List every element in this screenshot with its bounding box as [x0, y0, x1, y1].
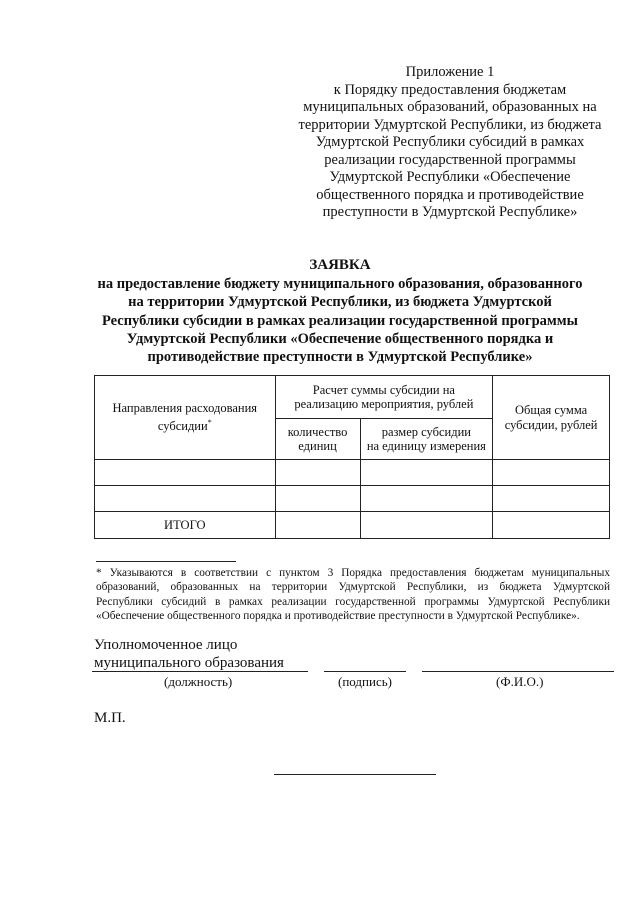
header-total-sum: Общая сумма субсидии, рублей: [493, 376, 610, 460]
table-cell: [360, 460, 493, 486]
subsidy-table: [94, 375, 610, 539]
position-line: [92, 671, 308, 672]
table-cell: [275, 486, 360, 512]
appendix-line: Удмуртской Республики субсидий в рамках: [315, 134, 585, 150]
table-row: [95, 460, 610, 486]
title-main: ЗАЯВКА: [309, 257, 371, 273]
table-row: [95, 486, 610, 512]
appendix-line: преступности в Удмуртской Республике»: [322, 204, 578, 220]
fio-caption: (Ф.И.О.): [496, 674, 544, 689]
table-header-row: [95, 376, 610, 419]
bottom-divider: [274, 774, 436, 775]
footnote: [96, 566, 610, 623]
table-cell: [275, 460, 360, 486]
appendix-line: Приложение 1: [405, 64, 495, 80]
appendix-line: Удмуртской Республики «Обеспечение: [329, 169, 571, 185]
total-label: ИТОГО: [95, 512, 276, 539]
footnote-line: образований, образованных на территории Удмуртской Республики, из бюджета Удмуртской: [96, 581, 610, 594]
table-cell: [493, 512, 610, 539]
title-line: на предоставление бюджету муниципального образования, образованного: [97, 276, 583, 293]
fio-line: [422, 671, 614, 672]
footnote-line: «Обеспечение общественного порядка и противодействие преступности в Удмуртской Республике».: [96, 609, 580, 622]
title-line: Удмуртской Республики «Обеспечение общественного порядка и: [126, 330, 554, 347]
appendix-line: муниципальных образований, образованных на: [303, 99, 597, 115]
position-caption: (должность): [164, 674, 233, 689]
table-cell: [360, 512, 493, 539]
appendix-header: [282, 64, 618, 222]
document-title: [70, 256, 610, 366]
footnote-divider: [96, 561, 236, 562]
signature-caption: (подпись): [338, 674, 392, 689]
table-cell: [360, 486, 493, 512]
header-calculation-group: Расчет суммы субсидии на реализацию мероприятия, рублей: [275, 376, 493, 419]
appendix-line: территории Удмуртской Республики, из бюджета: [298, 116, 602, 133]
authorized-person-label: Уполномоченное лицо муниципального образования: [94, 637, 284, 671]
header-directions: Направления расходования субсидии*: [95, 376, 276, 460]
appendix-line: к Порядку предоставления бюджетам: [333, 81, 567, 98]
appendix-line: общественного порядка и противодействие: [316, 186, 584, 203]
table-cell: [95, 460, 276, 486]
appendix-line: реализации государственной программы: [324, 151, 576, 168]
footnote-line: * Указываются в соответствии с пунктом 3 Порядка предоставления бюджетам муниципальных: [96, 567, 610, 579]
footnote-line: Республики субсидий в рамках реализации государственной программы Удмуртской Республики: [96, 595, 610, 608]
title-line: противодействие преступности в Удмуртской Республике»: [147, 349, 533, 366]
title-line: Республики субсидии в рамках реализации государственной программы: [101, 312, 578, 329]
title-line: на территории Удмуртской Республики, из бюджета Удмуртской: [128, 294, 552, 311]
table-cell: [95, 486, 276, 512]
table-cell: [275, 512, 360, 539]
table-total-row: [95, 512, 610, 539]
table-cell: [493, 486, 610, 512]
header-quantity: количество единиц: [275, 419, 360, 460]
signature-line: [324, 671, 406, 672]
table-cell: [493, 460, 610, 486]
stamp-place: М.П.: [94, 710, 126, 726]
header-unit-subsidy: размер субсидии на единицу измерения: [360, 419, 493, 460]
